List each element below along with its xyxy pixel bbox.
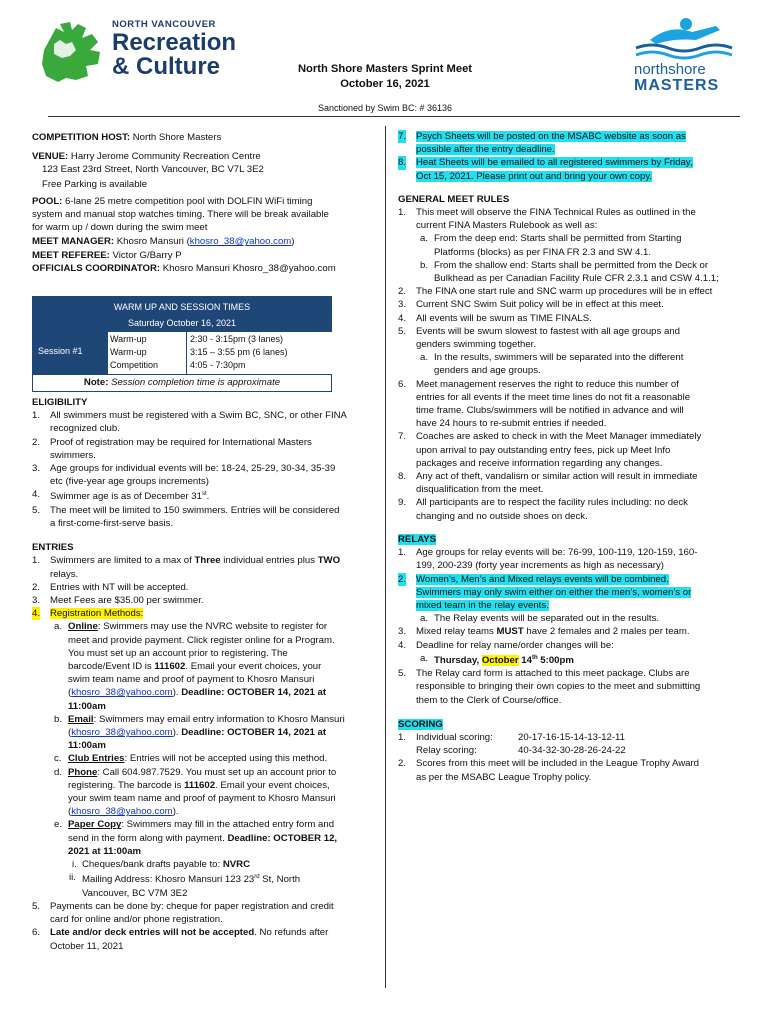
list-text: Coaches are asked to check in with the Meet Manager immediately xyxy=(416,431,702,443)
list-item xyxy=(398,470,744,483)
session-row-name: Warm-up xyxy=(110,347,147,357)
session-note-text: Session completion time is approximate xyxy=(108,377,281,388)
session-row-time: 3:15 – 3:55 pm (6 lanes) xyxy=(190,347,288,357)
host-label: COMPETITION HOST: xyxy=(32,132,131,143)
list-text: All participants are to respect the facility rules including: no deck xyxy=(416,497,688,509)
list-item xyxy=(398,325,744,338)
right-column xyxy=(398,130,744,784)
list-text: meet and provide payment. Click register online for a Program. xyxy=(68,634,335,646)
list-item xyxy=(398,573,744,586)
list-text: a first-come-first-serve basis. xyxy=(50,518,174,530)
list-text-bold: Three xyxy=(194,555,221,567)
list-text: recognized club. xyxy=(50,423,120,435)
list-text: (khosro_38@yahoo.com). Deadline: OCTOBER 14, 2021 at xyxy=(68,687,327,699)
list-number: 4. xyxy=(32,608,41,620)
list-text-highlight: Registration Methods: xyxy=(50,608,144,620)
list-text: (khosro_38@yahoo.com). Deadline: OCTOBER 14, 2021 at xyxy=(68,727,327,739)
list-roman: ii. xyxy=(69,872,76,884)
list-letter: c. xyxy=(54,753,62,765)
list-text: packages and receive information regarding any changes. xyxy=(416,457,663,469)
list-text: : Swimmers may email entry information to Khosro Mansuri xyxy=(93,713,345,725)
list-text: Mailing Address: Khosro Mansuri 123 23 xyxy=(82,874,255,886)
list-text: From the deep end: Starts shall be permitted from Starting xyxy=(434,233,682,245)
ns-logo-name: northshore xyxy=(634,61,706,78)
list-text: The Relay events will be separated out in the results. xyxy=(434,613,660,625)
hand-logo-icon xyxy=(36,20,108,84)
list-text-bold: Late and/or deck entries will not be accepted xyxy=(50,927,255,939)
list-text-highlight: Psych Sheets will be posted on the MSABC website as soon as xyxy=(416,131,686,142)
list-text: Meet Fees are $35.00 per swimmer. xyxy=(50,595,204,607)
list-letter: b. xyxy=(54,713,63,725)
list-number: 1. xyxy=(398,547,407,559)
list-number: 4. xyxy=(32,489,41,501)
method-label: Paper Copy xyxy=(68,819,122,831)
list-number: 6. xyxy=(32,927,41,939)
list-item xyxy=(398,496,744,509)
list-letter: b. xyxy=(420,259,429,271)
list-text: Bulkhead as per Canadian Facility Rule CFR 2.3.1 and CSW 4.1.1; xyxy=(434,273,719,285)
list-number: 1. xyxy=(398,207,407,219)
list-text: Entries with NT will be accepted. xyxy=(50,581,189,593)
list-item xyxy=(32,900,377,913)
list-item xyxy=(32,766,377,779)
list-letter: a. xyxy=(420,613,429,625)
list-item xyxy=(32,594,377,607)
host-value: North Shore Masters xyxy=(130,132,222,143)
session-row-name: Warm-up xyxy=(110,334,147,344)
superscript: st xyxy=(201,491,207,498)
parking-note: Free Parking is available xyxy=(42,178,148,190)
list-item xyxy=(32,818,377,831)
list-text: All events will be swum as TIME FINALS. xyxy=(416,312,592,324)
meet-title-block xyxy=(250,62,520,92)
list-text: barcode/Event ID is xyxy=(68,661,155,673)
meet-manager-email-link[interactable]: khosro_38@yahoo.com xyxy=(189,236,292,248)
list-text: Mixed relay teams xyxy=(416,626,497,638)
scoring-value: 40-34-32-30-28-26-24-22 xyxy=(518,745,626,757)
list-number: 5. xyxy=(398,668,407,680)
list-text: registering. The barcode is xyxy=(68,779,185,791)
list-text: St, North xyxy=(259,874,301,886)
list-item xyxy=(398,259,744,272)
session-label: Session #1 xyxy=(38,346,83,356)
list-text: October 11, 2021 xyxy=(50,940,124,952)
list-roman: i. xyxy=(72,859,77,871)
deadline-text: Deadline: OCTOBER 14, 2021 at xyxy=(181,727,327,739)
list-number: 4. xyxy=(398,312,407,324)
list-item xyxy=(398,298,744,311)
list-text: them to the Clerk of Course/office. xyxy=(416,694,562,706)
list-number: 1. xyxy=(32,410,41,422)
list-text: Vancouver, BC V7M 3E2 xyxy=(82,887,188,899)
list-number: 1. xyxy=(32,555,41,567)
sanction-line: Sanctioned by Swim BC: # 36136 xyxy=(317,103,453,113)
list-text: swimmers. xyxy=(50,449,96,461)
pool-label: POOL: xyxy=(32,195,63,207)
deadline-text: Deadline: OCTOBER 14, 2021 at xyxy=(181,687,327,699)
list-item xyxy=(32,554,377,567)
nv-logo-line1: Recreation xyxy=(112,29,237,56)
list-letter: e. xyxy=(54,819,63,831)
list-item xyxy=(398,612,744,625)
column-divider xyxy=(385,126,386,988)
list-number: 1. xyxy=(398,731,407,743)
list-text: Age groups for relay events will be: 76-99, 100-119, 120-159, 160- xyxy=(416,547,698,559)
list-text: : Call 604.987.7529. You must set up an account prior to xyxy=(97,766,337,778)
list-item xyxy=(32,436,377,449)
pool-line3: for warm up / down during the swim meet xyxy=(32,222,208,234)
list-item xyxy=(398,312,744,325)
list-item xyxy=(398,652,744,667)
list-number: 2. xyxy=(398,286,407,298)
method-label: Phone xyxy=(68,766,98,778)
venue-label: VENUE: xyxy=(32,151,69,163)
list-number: 7. xyxy=(398,131,407,142)
list-text: Swimmers are limited to a max of xyxy=(50,555,195,567)
list-text xyxy=(32,779,377,792)
list-text: All swimmers must be registered with a Swim BC, SNC, or other FINA xyxy=(50,410,347,422)
list-number: 6. xyxy=(398,378,407,390)
meet-manager-value: Khosro Mansuri ( xyxy=(114,236,190,248)
list-item xyxy=(398,430,744,443)
left-column-top xyxy=(32,130,377,275)
venue-value: Harry Jerome Community Recreation Centre xyxy=(68,151,261,163)
list-letter: d. xyxy=(54,766,63,778)
list-text: 199, 200-239 (forty year increments as high as necessary) xyxy=(416,560,664,572)
session-note-label: Note: xyxy=(83,377,109,388)
list-item xyxy=(32,871,377,886)
list-item xyxy=(32,488,377,503)
session-times-table xyxy=(32,296,332,374)
officials-coordinator-label: OFFICIALS COORDINATOR: xyxy=(32,262,161,274)
list-text: Current SNC Swim Suit policy will be in effect at this meet. xyxy=(416,299,664,311)
list-item xyxy=(398,206,744,219)
list-text-bold: 5:00pm xyxy=(537,654,574,666)
deadline-text: 2021 at 11:00am xyxy=(68,845,142,857)
meet-referee-value: Victor G/Barry P xyxy=(109,249,182,261)
relays-title: RELAYS xyxy=(398,533,437,545)
session-header-date: Saturday October 16, 2021 xyxy=(127,318,237,328)
list-text: (khosro_38@yahoo.com). xyxy=(68,806,179,818)
list-text: disqualification from the meet. xyxy=(416,484,544,496)
meet-title: North Shore Masters Sprint Meet xyxy=(297,63,473,75)
barcode: 111602 xyxy=(184,779,216,791)
email-link[interactable]: khosro_38@yahoo.com xyxy=(71,687,173,699)
list-item xyxy=(32,713,377,726)
method-label: Email xyxy=(68,713,94,725)
list-text: . Email your event choices, xyxy=(215,779,330,791)
northshore-masters-logo xyxy=(620,14,742,94)
list-item xyxy=(398,378,744,391)
list-text: Payments can be done by: cheque for paper registration and credit xyxy=(50,900,334,912)
session-header-title: WARM UP AND SESSION TIMES xyxy=(113,302,251,312)
list-text-highlight: mixed team in the relay events. xyxy=(416,599,549,611)
list-text: genders swimming together. xyxy=(416,339,536,351)
pool-line2: system and manual stop watches timing. There will be break available xyxy=(32,209,329,221)
list-number: 8. xyxy=(398,157,407,169)
list-text: Scores from this meet will be included in the League Trophy Award xyxy=(416,758,699,770)
session-note xyxy=(32,374,332,392)
list-text: Meet management reserves the right to reduce this number of xyxy=(416,378,679,390)
list-text: have 2 females and 2 males per team. xyxy=(523,626,690,638)
list-text-bold: MUST xyxy=(496,626,524,638)
list-text: The FINA one start rule and SNC warm up procedures will be in effect xyxy=(416,286,713,298)
list-text-bold: NVRC xyxy=(222,859,250,871)
list-text: Events will be swum slowest to fastest with all age groups and xyxy=(416,325,680,337)
list-text-highlight: Oct 15, 2021. Please print out and bring your own copy. xyxy=(416,170,653,182)
session-column-divider xyxy=(186,332,187,374)
list-item xyxy=(32,409,377,422)
deadline-text: Deadline: OCTOBER 12, xyxy=(227,832,338,844)
ns-logo-masters: MASTERS xyxy=(634,77,720,94)
list-text: Any act of theft, vandalism or similar action will result in immediate xyxy=(416,471,698,483)
barcode: 111602 xyxy=(154,661,186,673)
list-number: 5. xyxy=(32,504,41,516)
nv-logo-line2: & Culture xyxy=(112,53,220,80)
scoring-title: SCORING xyxy=(398,718,443,730)
list-number: 2. xyxy=(32,436,41,448)
list-text-highlight: Women’s, Men’s and Mixed relays events will be combined. xyxy=(416,573,669,585)
list-text: . Email your event choices, your xyxy=(185,661,322,673)
deadline-text: 11:00am xyxy=(68,700,106,712)
meet-referee-label: MEET REFEREE: xyxy=(32,249,110,261)
list-text: : Swimmers may use the NVRC website to register for xyxy=(97,621,328,633)
list-number: 7. xyxy=(398,431,407,443)
session-row-name: Competition xyxy=(110,360,159,370)
list-item xyxy=(398,546,744,559)
nv-logo-top: NORTH VANCOUVER xyxy=(112,19,216,30)
list-item xyxy=(32,504,377,517)
list-item xyxy=(32,462,377,475)
list-number: 3. xyxy=(32,463,41,475)
meet-manager-paren: ) xyxy=(291,236,295,248)
list-text-highlight: October xyxy=(481,654,519,666)
list-number: 5. xyxy=(32,900,41,912)
list-text: changing and no outside shoes on deck. xyxy=(416,510,588,522)
list-text: have 24 hours to re-submit entries if needed. xyxy=(416,418,607,430)
superscript: th xyxy=(531,654,538,661)
list-text-highlight: Swimmers may only swim either on either the men’s, women’s or xyxy=(416,586,692,598)
email-link[interactable]: khosro_38@yahoo.com xyxy=(71,806,173,818)
list-item xyxy=(398,757,744,770)
list-item xyxy=(398,156,744,169)
list-item xyxy=(398,232,744,245)
list-item xyxy=(32,926,377,939)
list-text: time frame. Clubs/swimmers will be notified in advance and will xyxy=(416,405,684,417)
officials-coordinator-value: Khosro Mansuri Khosro_38@yahoo.com xyxy=(160,262,336,274)
list-text: . xyxy=(206,491,210,503)
list-text: relays. xyxy=(50,568,79,580)
list-text: You must set up an account prior to registering. The xyxy=(68,647,288,659)
list-letter: a. xyxy=(54,621,63,633)
list-text: Cheques/bank drafts payable to: xyxy=(82,859,223,871)
list-text: responsible to bringing their own copies to the meet and submitting xyxy=(416,681,701,693)
general-rules-title: GENERAL MEET RULES xyxy=(398,193,510,205)
list-letter: a. xyxy=(420,233,429,245)
meet-date: October 16, 2021 xyxy=(340,78,430,90)
list-text: send in the form along with payment. xyxy=(68,832,228,844)
list-text: The Relay card form is attached to this meet package. Clubs are xyxy=(416,668,690,680)
session-rows xyxy=(108,332,332,374)
session-row-time: 4:05 - 7:30pm xyxy=(190,360,246,370)
entries-title: ENTRIES xyxy=(32,542,74,554)
list-number: 4. xyxy=(398,639,407,651)
list-text: Platforms (blocks) as per FINA FR 2.3 and SW 4.1. xyxy=(434,246,651,258)
superscript: rd xyxy=(254,874,260,881)
list-text: current FINA Masters Rulebook as well as: xyxy=(416,220,598,232)
list-text xyxy=(32,660,377,673)
email-link[interactable]: khosro_38@yahoo.com xyxy=(71,727,173,739)
session-row-time: 2:30 - 3:15pm (3 lanes) xyxy=(190,334,284,344)
header-divider xyxy=(48,116,740,117)
list-text: card for online and/or phone registration. xyxy=(50,914,223,926)
left-column-lower xyxy=(32,396,377,953)
list-text: your swim team name and proof of payment to Khosro Mansuri xyxy=(68,793,336,805)
list-text: Proof of registration may be required for International Masters xyxy=(50,436,312,448)
scoring-value: 20-17-16-15-14-13-12-11 xyxy=(518,731,626,743)
list-text: The meet will be limited to 150 swimmers. Entries will be considered xyxy=(50,504,340,516)
method-label: Online xyxy=(68,621,98,633)
list-text: ). xyxy=(172,806,179,818)
list-item xyxy=(32,581,377,594)
list-text: upon arrival to pay outstanding entry fees, pick up Meet Info xyxy=(416,444,671,456)
list-letter: a. xyxy=(420,652,429,664)
list-text xyxy=(32,832,377,845)
list-text: Swimmer age is as of December 31 xyxy=(50,491,202,503)
list-text-bold: TWO xyxy=(317,555,341,567)
scoring-label: Relay scoring: xyxy=(416,745,477,757)
list-item xyxy=(398,351,744,364)
list-number: 9. xyxy=(398,497,407,509)
list-text: swim team name and proof of payment to Khosro Mansuri xyxy=(68,674,315,686)
swimmer-logo-icon xyxy=(630,14,740,62)
list-text: individual entries plus xyxy=(220,555,318,567)
list-text: This meet will observe the FINA Technical Rules as outlined in the xyxy=(416,207,696,219)
list-number: 3. xyxy=(398,299,407,311)
list-text: etc (five-year age groups increments) xyxy=(50,476,209,488)
list-number: 3. xyxy=(32,595,41,607)
list-item xyxy=(398,285,744,298)
list-text-bold: 14 xyxy=(518,654,532,666)
nvrc-logo xyxy=(34,16,254,90)
list-text: Deadline for relay name/order changes will be: xyxy=(416,639,614,651)
list-text: : Entries will not be accepted using this method. xyxy=(124,753,328,765)
list-item xyxy=(32,858,377,871)
meet-manager-label: MEET MANAGER: xyxy=(32,236,115,248)
list-number: 2. xyxy=(398,758,407,770)
list-text-bold: Thursday, xyxy=(434,654,482,666)
list-item xyxy=(398,625,744,638)
list-text: From the shallow end: Starts shall be permitted from the Deck or xyxy=(434,259,709,271)
list-item xyxy=(398,667,744,680)
list-letter: a. xyxy=(420,352,429,364)
list-item xyxy=(32,607,377,620)
list-item xyxy=(398,639,744,652)
list-number: 3. xyxy=(398,626,407,638)
list-number: 2. xyxy=(398,573,407,585)
method-label: Club Entries xyxy=(68,753,125,765)
list-text: entries for all events if the meet time lines do not fit a reasonable xyxy=(416,391,691,403)
pool-line1: 6-lane 25 metre competition pool with DOLFIN WiFi timing xyxy=(62,195,313,207)
list-text: genders and age groups. xyxy=(434,365,541,377)
list-number: 2. xyxy=(32,581,41,593)
list-item xyxy=(398,731,744,744)
list-text: . No refunds after xyxy=(254,927,329,939)
list-text-highlight: possible after the entry deadline. xyxy=(416,144,555,156)
list-item xyxy=(32,620,377,633)
deadline-text: 11:00am xyxy=(68,740,106,752)
list-number: 8. xyxy=(398,471,407,483)
eligibility-title: ELIGIBILITY xyxy=(32,397,88,408)
list-text-highlight: Heat Sheets will be emailed to all registered swimmers by Friday, xyxy=(416,157,693,169)
venue-address: 123 East 23rd Street, North Vancouver, BC V7L 3E2 xyxy=(42,164,264,176)
scoring-label: Individual scoring: xyxy=(416,731,493,743)
list-item xyxy=(398,130,744,143)
list-number: 5. xyxy=(398,325,407,337)
list-text: : Swimmers may fill in the attached entry form and xyxy=(121,819,335,831)
list-text: as per the MSABC League Trophy policy. xyxy=(416,771,592,783)
list-text: In the results, swimmers will be separated into the different xyxy=(434,352,684,364)
list-item xyxy=(32,752,377,765)
list-text: Age groups for individual events will be: 18-24, 25-29, 30-34, 35-39 xyxy=(50,463,336,475)
